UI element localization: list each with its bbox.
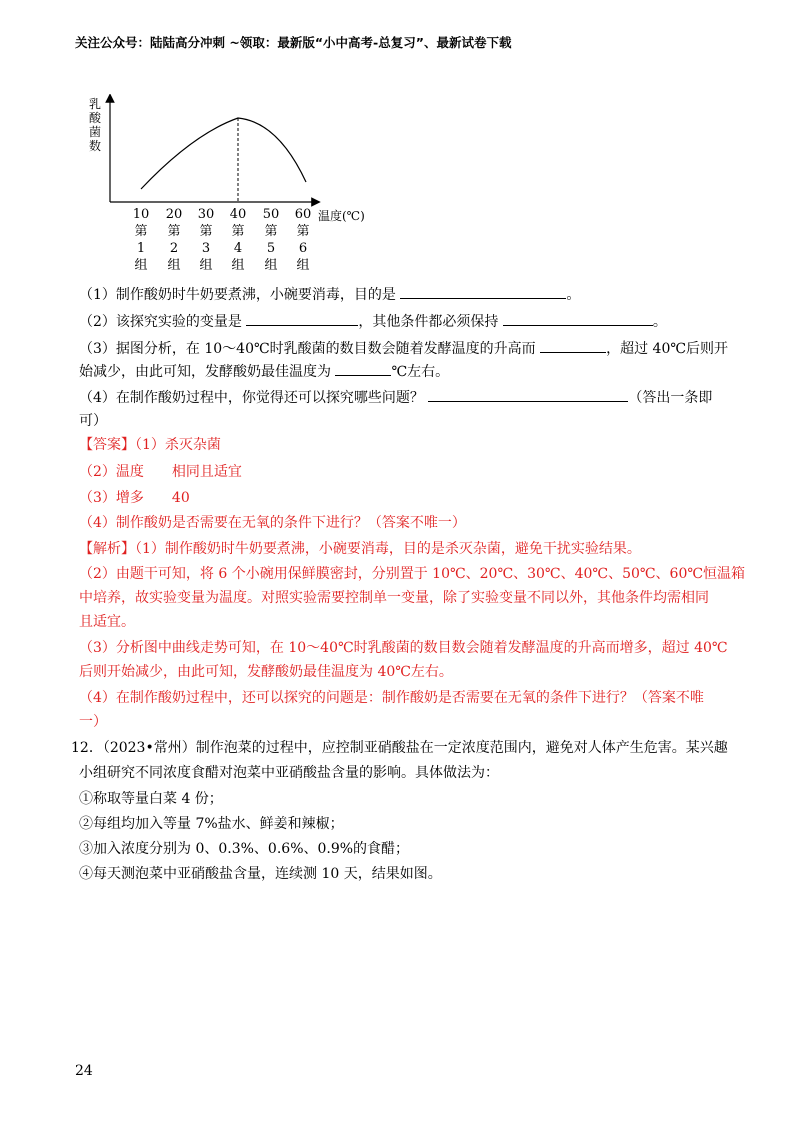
group-zu: 组 <box>134 258 148 273</box>
explanation-line-1: 【解析】（1）制作酸奶时牛奶要煮沸，小碗要消毒，目的是杀灭杂菌，避免干扰实验结果。 <box>79 541 641 557</box>
page-number: 24 <box>75 1063 93 1079</box>
group-num: 2 <box>169 241 179 256</box>
group-zu: 组 <box>199 258 213 273</box>
ylabel-char: 菌 <box>89 125 102 139</box>
bacteria-temperature-figure <box>78 94 398 274</box>
tick-temp: 60 <box>294 207 312 222</box>
answer-blank[interactable] <box>335 360 391 376</box>
explanation-line-4b: 一） <box>79 714 107 730</box>
question-2: （2）该探究实验的变量是 ，其他条件都必须保持 。 <box>79 310 667 331</box>
group-zu: 组 <box>231 258 245 273</box>
explanation-line-4a: （4）在制作酸奶过程中，还可以探究的问题是：制作酸奶是否需要在无氧的条件下进行？（答案不唯 <box>79 690 704 706</box>
group-di: 第 <box>199 224 213 239</box>
group-di: 第 <box>167 224 181 239</box>
answer-blank[interactable] <box>400 283 566 299</box>
answer-blank[interactable] <box>246 310 358 326</box>
question-3-line1: （3）据图分析，在 10～40℃时乳酸菌的数目数会随着发酵温度的升高而 ，超过 40℃后则开 <box>79 337 728 358</box>
question-12-step1: ①称取等量白菜 4 份； <box>79 791 223 807</box>
group-di: 第 <box>296 224 310 239</box>
explanation-line-2c: 且适宜。 <box>79 614 135 630</box>
question-12-line2: 小组研究不同浓度食醋对泡菜中亚硝酸盐含量的影响。具体做法为： <box>79 765 499 781</box>
explanation-line-3b: 后则开始减少，由此可知，发酵酸奶最佳温度为 40℃左右。 <box>79 664 453 680</box>
explanation-line-2a: （2）由题干可知，将 6 个小碗用保鲜膜密封，分别置于 10℃、20℃、30℃、40℃、50℃、60℃恒温箱 <box>79 566 746 582</box>
group-zu: 组 <box>264 258 278 273</box>
answer-line-2: （2）温度 相同且适宜 <box>79 464 242 480</box>
group-num: 5 <box>266 241 276 256</box>
question-12-line1: 12．（2023•常州）制作泡菜的过程中，应控制亚硝酸盐在一定浓度范围内，避免对人体产生危害。某兴趣 <box>71 740 728 756</box>
question-12-step2: ②每组均加入等量 7%盐水、鲜姜和辣椒； <box>79 816 344 832</box>
question-1: （1）制作酸奶时牛奶要煮沸，小碗要消毒，目的是 。 <box>79 283 580 304</box>
group-zu: 组 <box>167 258 181 273</box>
answer-line-3: （3）增多 40 <box>79 490 190 506</box>
group-num: 3 <box>201 241 211 256</box>
answer-blank[interactable] <box>428 386 628 402</box>
x-axis-label: 温度(℃) <box>318 209 365 223</box>
tick-temp: 30 <box>197 207 215 222</box>
tick-temp: 50 <box>262 207 280 222</box>
group-di: 第 <box>264 224 278 239</box>
group-zu: 组 <box>296 258 310 273</box>
explanation-line-2b: 中培养，故实验变量为温度。对照实验需要控制单一变量，除了实验变量不同以外，其他条件均需相同 <box>79 590 709 606</box>
answer-blank[interactable] <box>503 310 653 326</box>
question-12-step3: ③加入浓度分别为 0、0.3%、0.6%、0.9%的食醋； <box>79 841 410 857</box>
ylabel-char: 酸 <box>89 111 102 125</box>
group-labels <box>133 207 312 273</box>
bacteria-curve <box>141 118 306 189</box>
question-4-line1: （4）在制作酸奶过程中，你觉得还可以探究哪些问题？ （答出一条即 <box>79 386 712 407</box>
page-header: 关注公众号：陆陆高分冲刺 ~领取：最新版“小中高考-总复习”、最新试卷下载 <box>75 35 512 50</box>
explanation-line-3a: （3）分析图中曲线走势可知，在 10～40℃时乳酸菌的数目数会随着发酵温度的升高而增多，超过 40℃ <box>79 640 728 656</box>
group-num: 1 <box>136 241 146 256</box>
ylabel-char: 乳 <box>89 97 102 111</box>
group-num: 6 <box>298 241 308 256</box>
tick-temp: 40 <box>229 207 247 222</box>
answer-tag: 【答案】 <box>79 437 135 453</box>
tick-temp: 20 <box>165 207 183 222</box>
answer-blank[interactable] <box>540 337 606 353</box>
group-num: 4 <box>233 241 243 256</box>
answer-line-4: （4）制作酸奶是否需要在无氧的条件下进行？（答案不唯一） <box>79 515 466 531</box>
question-12-step4: ④每天测泡菜中亚硝酸盐含量，连续测 10 天，结果如图。 <box>79 866 442 882</box>
answer-line-1: 【答案】（1）杀灭杂菌 <box>79 437 221 453</box>
question-3-line2: 始减少，由此可知，发酵酸奶最佳温度为 ℃左右。 <box>79 360 449 381</box>
question-4-line2: 可） <box>79 413 107 429</box>
tick-temp: 10 <box>132 207 150 222</box>
group-di: 第 <box>134 224 148 239</box>
ylabel-char: 数 <box>89 139 102 153</box>
group-di: 第 <box>231 224 245 239</box>
explanation-tag: 【解析】 <box>79 541 135 557</box>
